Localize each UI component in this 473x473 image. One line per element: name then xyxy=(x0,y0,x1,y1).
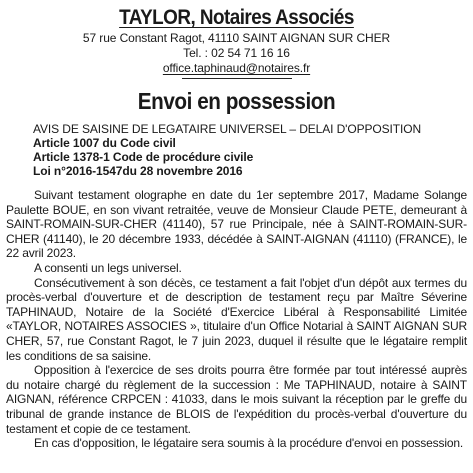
paragraph-envoi: En cas d'opposition, le légataire sera soumis à la procédure d'envoi en possession. xyxy=(34,436,464,451)
notice-body xyxy=(6,188,467,451)
avis-heading: AVIS DE SAISINE DE LEGATAIRE UNIVERSEL – DELAI D'OPPOSITION xyxy=(33,122,422,136)
paragraph-testament: Suivant testament olographe en date du 1er septembre 2017, Madame Solange Paulette BOUE, en son vivant retraitée, veuve de Monsieur Claude PETE, demeurant à SAINT-ROMAIN-SUR-CHER (41140), 57 rue Principale, née à SAINT-ROMAIN-SUR-CHER (41140), le 20 décembre 1933, décédée à SAINT-AIGNAN (41110) (FRANCE), le 22 avril 2023. xyxy=(6,188,467,261)
paragraph-legs: A consenti un legs universel. xyxy=(34,260,182,275)
firm-name: TAYLOR, Notaires Associés xyxy=(119,6,354,29)
notice-title: Envoi en possession xyxy=(137,88,336,114)
header-divider xyxy=(182,78,292,79)
article-civil-procedure: Article 1378-1 Code de procédure civile xyxy=(33,150,254,164)
paragraph-deposit: Consécutivement à son décès, ce testament a fait l'objet d'un dépôt aux termes du procès-verbal d'ouverture et de description de testament reçu par Maître Séverine TAPHINAUD, Notaire de la Société d'Exercice Libéral à Responsabilité Limitée «TAYLOR, NOTAIRES ASSOCIES », titulaire d'un Office Notarial à SAINT AIGNAN SUR CHER, 57, rue Constant Ragot, le 7 juin 2023, duquel il résulte que le légataire remplit les conditions de sa saisine. xyxy=(6,275,467,363)
firm-phone: Tel. : 02 54 71 16 16 xyxy=(183,46,290,60)
firm-address: 57 rue Constant Ragot, 41110 SAINT AIGNAN SUR CHER xyxy=(82,31,391,45)
firm-email[interactable]: office.taphinaud@notaires.fr xyxy=(162,61,311,75)
law-reference: Loi n°2016-1547du 28 novembre 2016 xyxy=(33,164,243,178)
avis-block xyxy=(6,122,467,178)
firm-email-line xyxy=(6,61,467,76)
article-civil-code: Article 1007 du Code civil xyxy=(33,136,176,150)
paragraph-opposition: Opposition à l'exercice de ses droits pourra être formée par tout intéressé auprès du notaire chargé du règlement de la succession : Me TAPHINAUD, notaire à SAINT AIGNAN, référence CRPCEN : 41033, dans le mois suivant la réception par le greffe du tribunal de grande instance de BLOIS de l'expédition du procès-verbal d'ouverture du testament et copie de ce testament. xyxy=(6,363,467,436)
